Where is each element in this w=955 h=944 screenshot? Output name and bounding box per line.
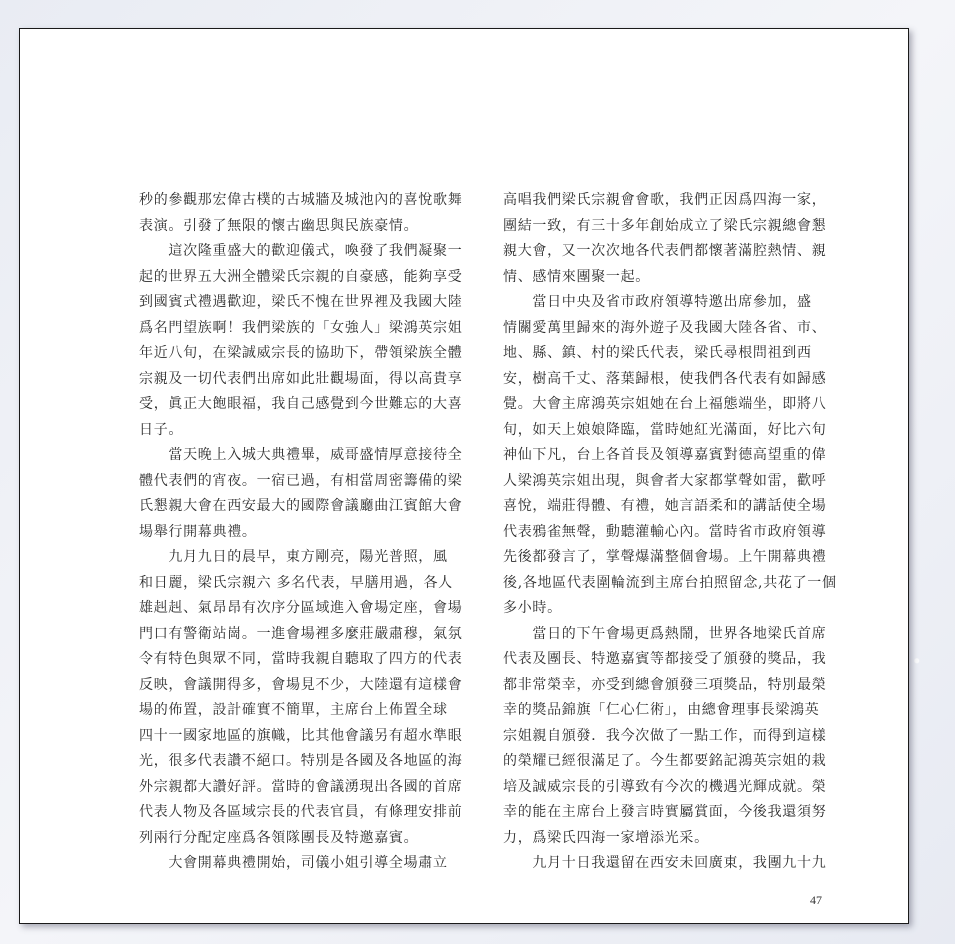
text-line: 光，很多代表讚不絕口。特別是各國及各地區的海 (139, 753, 463, 769)
text-line: 都非常榮幸，亦受到總會頒發三項獎品，特別最榮 (503, 676, 827, 693)
text-line: 旬，如天上娘娘降臨，當時她紅光滿面，好比六旬 (503, 421, 827, 438)
text-line: 爲名門望族啊！我們梁族的「女強人」梁鴻英宗姐 (139, 319, 463, 336)
text-line: 代表及團長、特邀嘉賓等都接受了頒發的獎品，我 (503, 651, 827, 667)
text-line: 神仙下凡，台上各首長及領導嘉賓對德高望重的偉 (503, 447, 827, 463)
text-line: 團結一致，有三十多年創始成立了梁氏宗親總會懇 (503, 217, 827, 234)
text-line: 反映，會議開得多，會場見不少，大陸還有這樣會 (139, 676, 463, 693)
text-line: 大會開幕典禮開始，司儀小姐引導全場肅立 (139, 855, 448, 871)
text-line: 九月九日的晨早，東方剛亮，陽光普照，風 (139, 549, 448, 565)
text-line: 這次隆重盛大的歡迎儀式，喚發了我們凝聚一 (139, 243, 463, 259)
text-line: 高唱我們梁氏宗親會會歌，我們正因爲四海一家， (503, 192, 827, 208)
text-line: 日子。 (139, 421, 184, 438)
text-line: 後,各地區代表圍輪流到主席台拍照留念,共花了一個 (503, 574, 837, 591)
text-line: 當天晚上入城大典禮畢，威哥盛情厚意接待全 (139, 447, 463, 463)
text-line: 多小時。 (503, 600, 562, 616)
text-line: 安，樹高千丈、落葉歸根，使我們各代表有如歸感 (503, 370, 827, 387)
text-line: 宗姐親自頒發．我今次做了一點工作，而得到這樣 (503, 727, 827, 744)
text-line: 地、縣、鎮、村的梁氏代表，梁氏尋根問祖到西 (503, 345, 812, 361)
text-line: 喜悅，端莊得體、有禮，她言語柔和的講話使全場 (503, 498, 827, 514)
text-line: 列兩行分配定座爲各領隊團長及特邀嘉賓。 (139, 829, 419, 846)
text-line: 代表鴉雀無聲，動聽灌輸心內。當時省市政府領導 (503, 523, 827, 540)
text-line: 門口有警衛站崗。一進會場裡多麼莊嚴肅穆，氣氛 (139, 625, 463, 642)
text-line: 表演。引發了無限的懷古幽思與民族豪情。 (139, 217, 419, 234)
text-line: 代表人物及各區域宗長的代表官員，有條理安排前 (139, 804, 463, 820)
text-line: 體代表們的宵夜。一宿已過，有相當周密籌備的梁 (139, 472, 463, 489)
text-line: 令有特色與眾不同，當時我親自聽取了四方的代表 (139, 651, 463, 667)
document-page (19, 28, 909, 924)
text-line: 秒的參觀那宏偉古樸的古城牆及城池內的喜悅歌舞 (139, 192, 463, 208)
text-line: 雄赳赳、氣昂昂有次序分區域進入會場定座，會場 (139, 600, 463, 616)
text-line: 情、感情來團聚一起。 (503, 268, 650, 285)
text-line: 外宗親都大讚好評。當時的會議湧現出各國的首席 (139, 778, 463, 795)
text-line: 親大會，又一次次地各代表們都懷著滿腔熱情、親 (503, 243, 827, 259)
text-line: 年近八旬，在梁誠威宗長的協助下，帶領梁族全體 (139, 345, 463, 361)
text-line: 場舉行開幕典禮。 (139, 523, 257, 540)
text-line: 九月十日我還留在西安未回廣東，我團九十九 (503, 855, 827, 871)
text-line: 力，爲梁氏四海一家增添光采。 (503, 829, 709, 846)
text-line: 場的佈置，設計確實不簡單，主席台上佈置全球 (139, 702, 448, 718)
text-line: 宗親及一切代表們出席如此壯觀場面，得以高貴享 (139, 370, 463, 387)
text-line: 當日的下午會場更爲熱鬧，世界各地梁氏首席 (503, 625, 827, 642)
text-line: 人梁鴻英宗姐出現，與會者大家都掌聲如雷，歡呼 (503, 472, 827, 489)
text-line: 培及誠威宗長的引導致有今次的機遇光輝成就。榮 (503, 778, 827, 795)
text-line: 四十一國家地區的旗幟，比其他會議另有超水準眼 (139, 727, 463, 744)
text-line: 起的世界五大洲全體梁氏宗親的自豪感，能夠享受 (139, 268, 463, 285)
text-line: 到國賓式禮遇歡迎，梁氏不愧在世界裡及我國大陸 (139, 294, 463, 310)
left-text-column (139, 188, 473, 877)
text-line: 先後都發言了，掌聲爆滿整個會場。上午開幕典禮 (503, 549, 827, 565)
text-line: 受，眞正大飽眼福，我自己感覺到今世難忘的大喜 (139, 396, 463, 412)
text-line: 覺。大會主席鴻英宗姐她在台上福態端坐，即將八 (503, 396, 827, 412)
text-line: 和日麗，梁氏宗親六 多名代表，早膳用過，各人 (139, 574, 453, 591)
text-line: 當日中央及省市政府領導特邀出席參加，盛 (503, 294, 812, 310)
text-line: 氏懇親大會在西安最大的國際會議廳曲江賓館大會 (139, 498, 463, 514)
text-line: 幸的能在主席台上發言時實屬賞面，今後我還須努 (503, 804, 827, 820)
right-text-column (503, 188, 835, 877)
text-line: 的榮耀已經很滿足了。今生都要銘記鴻英宗姐的栽 (503, 753, 827, 769)
page-number: 47 (810, 893, 822, 907)
text-line: 情關愛萬里歸來的海外遊子及我國大陸各省、市、 (503, 319, 827, 336)
text-line: 幸的獎品錦旗「仁心仁術」，由總會理事長梁鴻英 (503, 702, 820, 718)
